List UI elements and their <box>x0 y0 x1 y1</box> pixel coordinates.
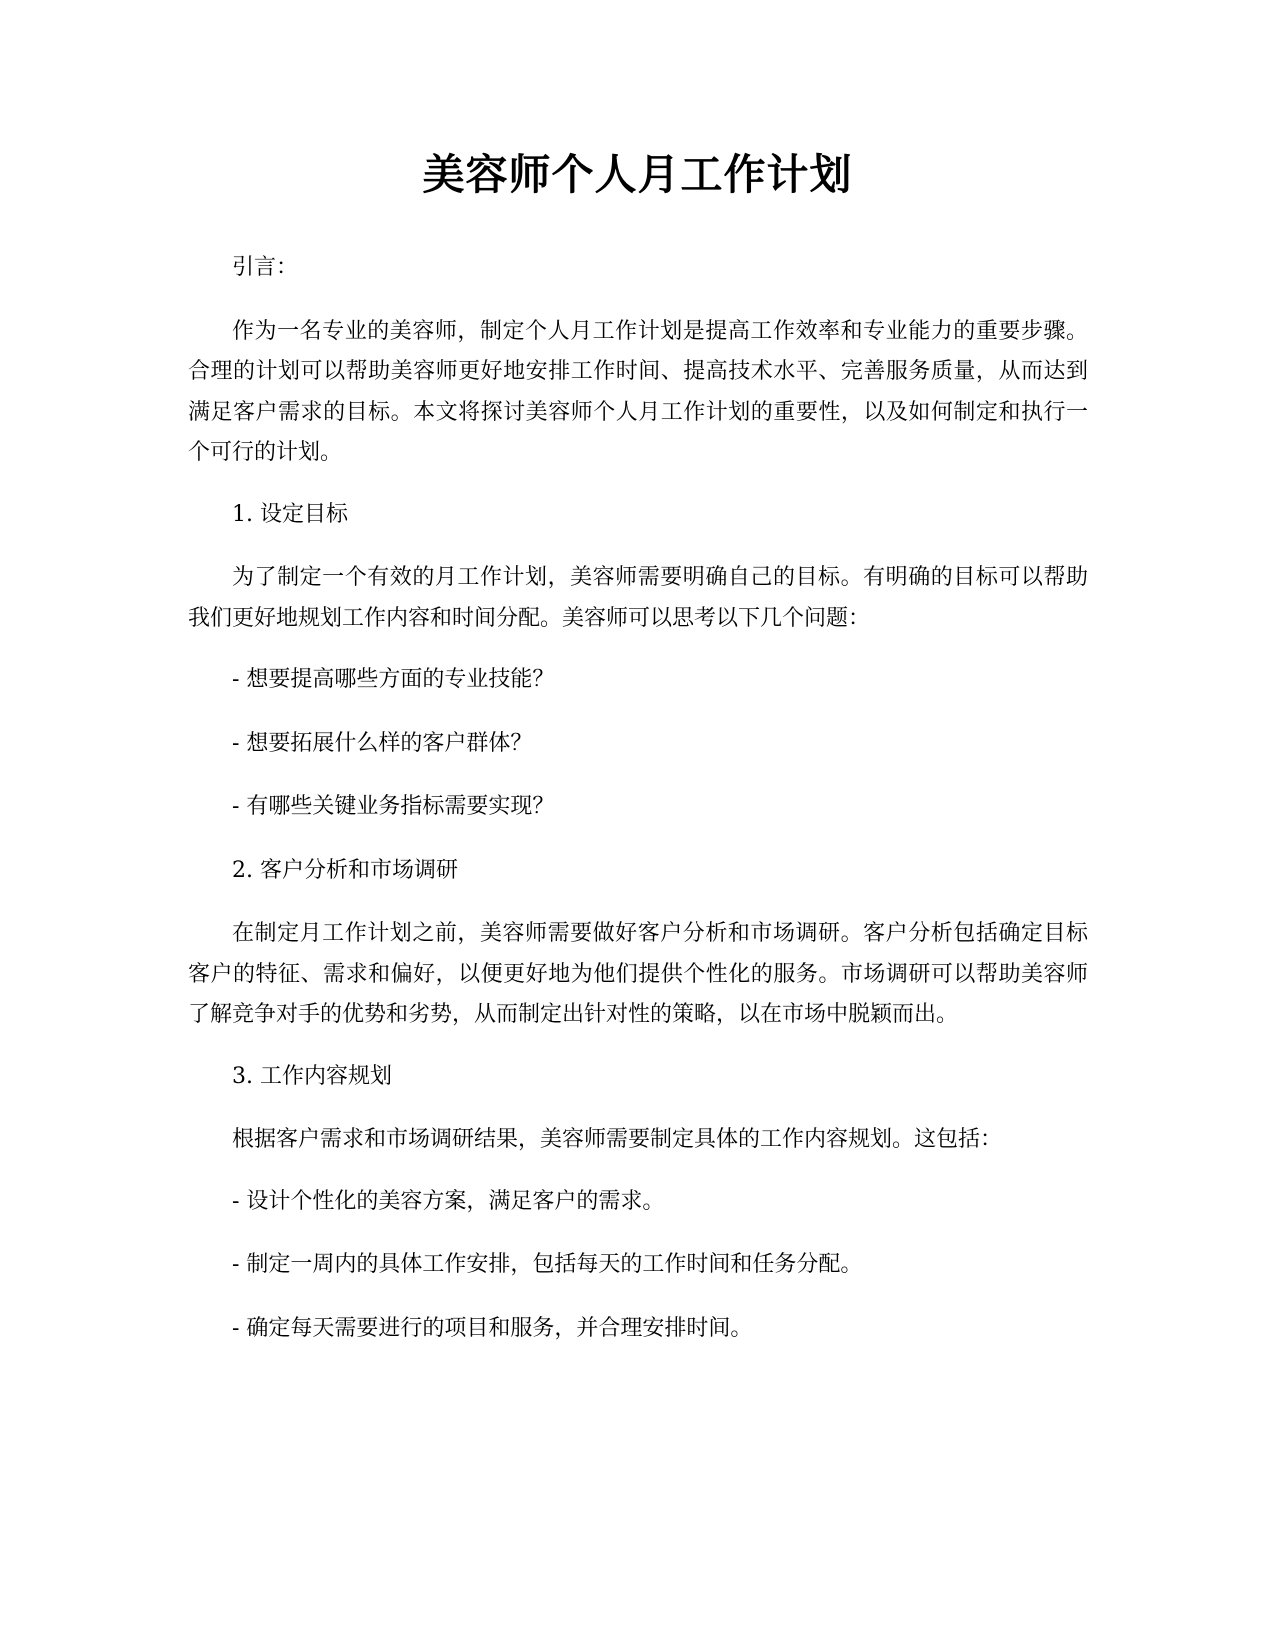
list-item: - 想要提高哪些方面的专业技能？ <box>232 667 555 692</box>
section-1-paragraph: 为了制定一个有效的月工作计划，美容师需要明确自己的目标。有明确的目标可以帮助我们更好地规划工作内容和时间分配。美容师可以思考以下几个问题： <box>188 565 1088 631</box>
intro-heading: 引言： <box>232 255 299 280</box>
document-title: 美容师个人月工作计划 <box>422 150 853 199</box>
document-body <box>188 248 1088 1372</box>
list-item: - 有哪些关键业务指标需要实现？ <box>232 794 555 819</box>
section-heading-2: 2. 客户分析和市场调研 <box>232 857 458 883</box>
section-3-paragraph: 根据客户需求和市场调研结果，美容师需要制定具体的工作内容规划。这包括： <box>232 1127 1003 1152</box>
list-item: - 确定每天需要进行的项目和服务，并合理安排时间。 <box>232 1315 753 1341</box>
section-2-paragraph: 在制定月工作计划之前，美容师需要做好客户分析和市场调研。客户分析包括确定目标客户的特征、需求和偏好，以便更好地为他们提供个性化的服务。市场调研可以帮助美容师了解竞争对手的优势和劣势，从而制定出针对性的策略，以在市场中脱颖而出。 <box>188 921 1088 1027</box>
list-item: - 设计个性化的美容方案，满足客户的需求。 <box>232 1188 665 1214</box>
list-item: - 想要拓展什么样的客户群体？ <box>232 730 533 756</box>
list-item: - 制定一周内的具体工作安排，包括每天的工作时间和任务分配。 <box>232 1252 863 1277</box>
section-heading-1: 1. 设定目标 <box>232 501 348 527</box>
intro-paragraph: 作为一名专业的美容师，制定个人月工作计划是提高工作效率和专业能力的重要步骤。合理的计划可以帮助美容师更好地安排工作时间、提高技术水平、完善服务质量，从而达到满足客户需求的目标。本文将探讨美容师个人月工作计划的重要性，以及如何制定和执行一个可行的计划。 <box>188 318 1088 465</box>
section-heading-3: 3. 工作内容规划 <box>232 1063 392 1089</box>
